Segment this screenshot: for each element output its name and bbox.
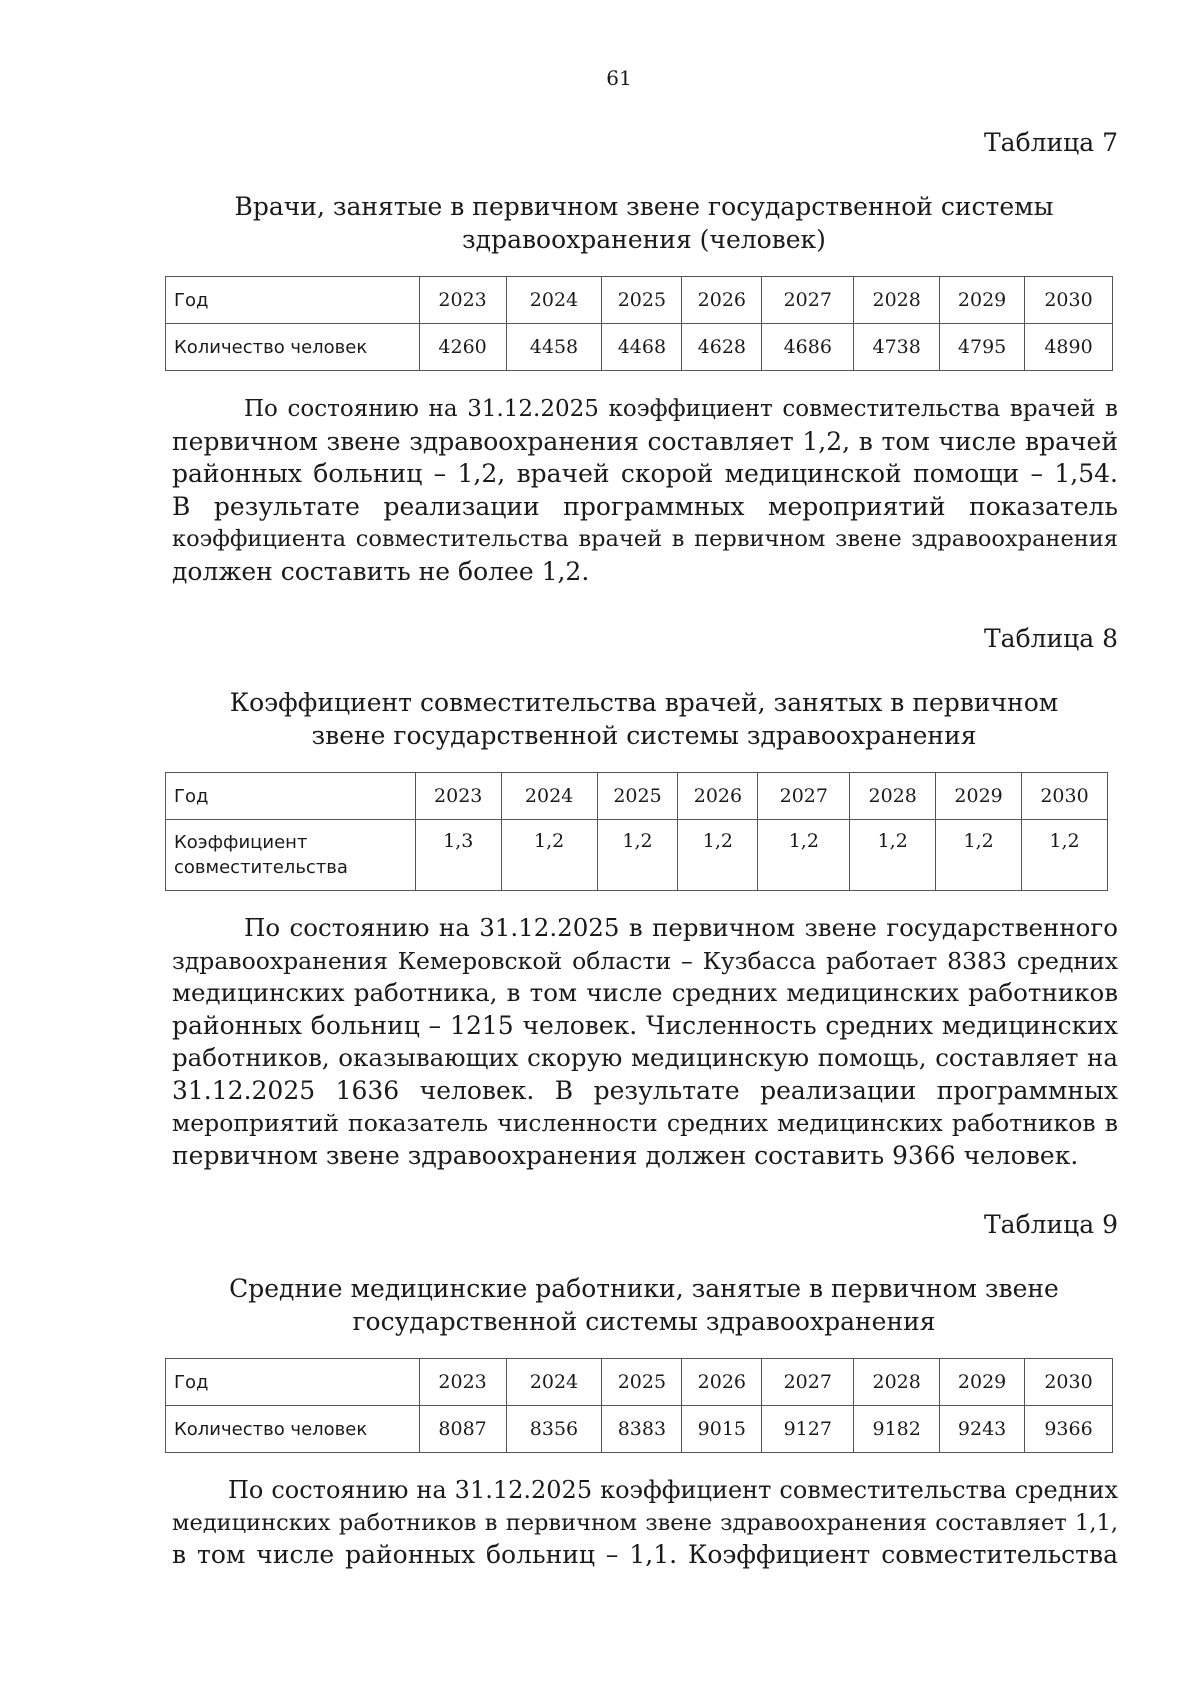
paragraph-line: коэффициента совместительства врачей в первичном звене здравоохранения [172, 526, 1118, 552]
table-8-caption-line-2: звене государственной системы здравоохранения [311, 721, 977, 750]
table-7-header-row [166, 277, 1113, 324]
table-9-value: 9127 [762, 1406, 854, 1453]
table-8-row-label-line-2: совместительства [174, 857, 348, 878]
table-8-value: 1,2 [850, 820, 936, 891]
table-7 [165, 276, 1113, 371]
table-7-caption [170, 190, 1118, 256]
table-7-year: 2025 [602, 277, 682, 324]
table-9-value: 8383 [602, 1406, 682, 1453]
table-7-value: 4260 [419, 324, 506, 371]
table-9-caption-line-1: Средние медицинские работники, занятые в первичном звене [229, 1274, 1059, 1303]
table-8-year: 2027 [758, 773, 850, 820]
table-7-value: 4468 [602, 324, 682, 371]
table-9-value: 8356 [506, 1406, 602, 1453]
paragraph-2 [172, 912, 1118, 1172]
paragraph-line: должен составить не более 1,2. [172, 556, 590, 586]
table-8-header-label: Год [166, 773, 416, 820]
table-7-label: Таблица 7 [983, 128, 1118, 157]
table-7-value: 4686 [762, 324, 854, 371]
table-8-value: 1,2 [501, 820, 597, 891]
paragraph-3 [172, 1474, 1118, 1572]
table-7-value: 4795 [940, 324, 1025, 371]
table-8-year: 2023 [415, 773, 501, 820]
page-number: 61 [606, 66, 632, 90]
table-9-year: 2024 [506, 1359, 602, 1406]
table-7-data-row [166, 324, 1113, 371]
table-8-row-label [166, 820, 416, 891]
table-9-value: 9366 [1025, 1406, 1113, 1453]
table-8-year: 2026 [678, 773, 758, 820]
table-9-year: 2027 [762, 1359, 854, 1406]
table-8 [165, 772, 1108, 891]
table-9-data-row [166, 1406, 1113, 1453]
table-7-year: 2030 [1025, 277, 1113, 324]
paragraph-line: работников, оказывающих скорую медицинскую помощь, составляет на [172, 1043, 1118, 1072]
paragraph-line: медицинских работника, в том числе средних медицинских работников [172, 978, 1118, 1007]
table-7-row-label: Количество человек [166, 324, 420, 371]
table-8-value: 1,2 [758, 820, 850, 891]
table-8-value: 1,2 [678, 820, 758, 891]
table-7-year: 2029 [940, 277, 1025, 324]
table-9-header-label: Год [166, 1359, 420, 1406]
table-7-caption-line-1: Врачи, занятые в первичном звене государственной системы [234, 192, 1054, 221]
table-8-value: 1,3 [415, 820, 501, 891]
table-7-year: 2024 [506, 277, 602, 324]
paragraph-1 [172, 393, 1118, 588]
table-7-year: 2028 [854, 277, 940, 324]
paragraph-line: районных больниц – 1,2, врачей скорой медицинской помощи – 1,54. [172, 459, 1118, 488]
paragraph-line: 31.12.2025 1636 человек. В результате реализации программных [172, 1075, 1118, 1105]
table-8-value: 1,2 [1022, 820, 1108, 891]
table-9-value: 9243 [940, 1406, 1025, 1453]
table-9-value: 8087 [419, 1406, 506, 1453]
table-9-year: 2023 [419, 1359, 506, 1406]
table-8-year: 2024 [501, 773, 597, 820]
table-9-caption [170, 1272, 1118, 1338]
table-9 [165, 1358, 1113, 1453]
table-7-year: 2023 [419, 277, 506, 324]
paragraph-line: мероприятий показатель численности средних медицинских работников в [172, 1109, 1118, 1137]
table-7-value: 4458 [506, 324, 602, 371]
table-9-value: 9015 [682, 1406, 762, 1453]
table-9-year: 2025 [602, 1359, 682, 1406]
table-8-caption [170, 686, 1118, 752]
table-7-year: 2027 [762, 277, 854, 324]
table-8-year: 2028 [850, 773, 936, 820]
table-8-year: 2025 [597, 773, 678, 820]
table-9-header-row [166, 1359, 1113, 1406]
table-9-value: 9182 [854, 1406, 940, 1453]
table-8-caption-line-1: Коэффициент совместительства врачей, занятых в первичном [229, 688, 1059, 717]
table-8-year: 2029 [936, 773, 1022, 820]
paragraph-line: районных больниц – 1215 человек. Численность средних медицинских [172, 1010, 1118, 1040]
table-9-year: 2026 [682, 1359, 762, 1406]
table-8-value: 1,2 [936, 820, 1022, 891]
table-7-value: 4628 [682, 324, 762, 371]
table-8-label: Таблица 8 [983, 624, 1118, 653]
paragraph-line: медицинских работников в первичном звене здравоохранения составляет 1,1, [172, 1509, 1118, 1536]
table-8-header-row [166, 773, 1108, 820]
table-8-year: 2030 [1022, 773, 1108, 820]
paragraph-line: первичном звене здравоохранения составляет 1,2, в том числе врачей [172, 426, 1118, 456]
table-9-year: 2029 [940, 1359, 1025, 1406]
table-7-year: 2026 [682, 277, 762, 324]
table-8-data-row [166, 820, 1108, 891]
table-8-row-label-line-1: Коэффициент [174, 832, 308, 853]
paragraph-line: первичном звене здравоохранения должен составить 9366 человек. [172, 1140, 1079, 1170]
table-9-year: 2030 [1025, 1359, 1113, 1406]
paragraph-line: По состоянию на 31.12.2025 коэффициент совместительства врачей в [244, 396, 1118, 422]
paragraph-line: В результате реализации программных мероприятий показатель [172, 491, 1118, 521]
paragraph-line: в том числе районных больниц – 1,1. Коэффициент совместительства [172, 1540, 1118, 1569]
table-7-value: 4890 [1025, 324, 1113, 371]
table-9-year: 2028 [854, 1359, 940, 1406]
table-7-header-label: Год [166, 277, 420, 324]
paragraph-line: По состоянию на 31.12.2025 в первичном звене государственного [244, 913, 1118, 942]
table-9-label: Таблица 9 [983, 1210, 1118, 1239]
table-9-row-label: Количество человек [166, 1406, 420, 1453]
table-7-caption-line-2: здравоохранения (человек) [462, 225, 826, 254]
paragraph-line: По состоянию на 31.12.2025 коэффициент совместительства средних [228, 1476, 1118, 1504]
paragraph-line: здравоохранения Кемеровской области – Кузбасса работает 8383 средних [172, 946, 1118, 975]
table-8-value: 1,2 [597, 820, 678, 891]
table-7-value: 4738 [854, 324, 940, 371]
table-9-caption-line-2: государственной системы здравоохранения [352, 1307, 936, 1336]
